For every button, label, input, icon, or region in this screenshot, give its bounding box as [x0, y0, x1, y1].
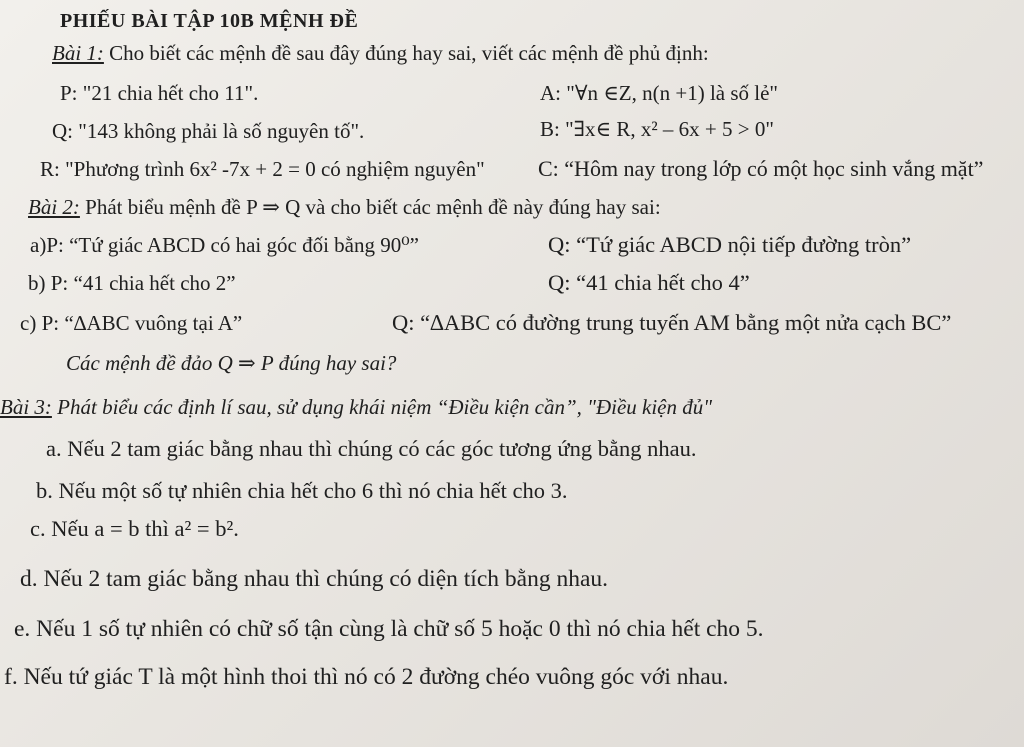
exercise-3-label: Bài 3:: [0, 395, 52, 419]
exercise-2b-q: Q: “41 chia hết cho 4”: [548, 270, 750, 295]
exercise-3-prompt: Phát biểu các định lí sau, sử dụng khái niệm “Điều kiện cần”, "Điều kiện đủ": [57, 395, 713, 419]
exercise-3-heading: [0, 394, 712, 420]
exercise-1-heading: [52, 40, 709, 66]
statement-a: A: "∀n ∈Z, n(n +1) là số lẻ": [540, 81, 779, 105]
exercise-3b: b. Nếu một số tự nhiên chia hết cho 6 thì nó chia hết cho 3.: [36, 478, 568, 503]
exercise-2-label: Bài 2:: [28, 195, 80, 219]
exercise-1-prompt: Cho biết các mệnh đề sau đây đúng hay sai, viết các mệnh đề phủ định:: [109, 41, 709, 65]
exercise-1-label: Bài 1:: [52, 41, 104, 65]
statement-r: R: "Phương trình 6x² -7x + 2 = 0 có nghiệm nguyên": [40, 157, 485, 181]
exercise-3a: a. Nếu 2 tam giác bằng nhau thì chúng có các góc tương ứng bằng nhau.: [46, 436, 697, 461]
statement-c: C: “Hôm nay trong lớp có một học sinh vắng mặt”: [538, 156, 984, 181]
exercise-2a-p: a)P: “Tứ giác ABCD có hai góc đối bằng 90⁰”: [30, 233, 419, 257]
exercise-3c: c. Nếu a = b thì a² = b².: [30, 516, 239, 541]
exercise-2-prompt: Phát biểu mệnh đề P ⇒ Q và cho biết các mệnh đề này đúng hay sai:: [85, 195, 661, 219]
exercise-2b-p: b) P: “41 chia hết cho 2”: [28, 271, 236, 295]
statement-q: Q: "143 không phải là số nguyên tố".: [52, 119, 365, 143]
page-title: PHIẾU BÀI TẬP 10B MỆNH ĐỀ: [60, 10, 359, 32]
statement-p: P: "21 chia hết cho 11".: [60, 81, 259, 105]
exercise-2-heading: [28, 194, 661, 220]
exercise-2c-q: Q: “∆ABC có đường trung tuyến AM bằng một nửa cạch BC”: [392, 310, 952, 335]
exercise-3f: f. Nếu tứ giác T là một hình thoi thì nó có 2 đường chéo vuông góc với nhau.: [4, 664, 729, 690]
exercise-3d: d. Nếu 2 tam giác bằng nhau thì chúng có diện tích bằng nhau.: [20, 566, 608, 592]
exercise-2c-p: c) P: “∆ABC vuông tại A”: [20, 311, 243, 335]
exercise-2-converse: Các mệnh đề đảo Q ⇒ P đúng hay sai?: [66, 351, 397, 375]
statement-b: B: "∃x∈ R, x² – 6x + 5 > 0": [540, 117, 774, 141]
exercise-2a-q: Q: “Tứ giác ABCD nội tiếp đường tròn”: [548, 232, 912, 257]
exercise-3e: e. Nếu 1 số tự nhiên có chữ số tận cùng là chữ số 5 hoặc 0 thì nó chia hết cho 5.: [14, 616, 764, 642]
